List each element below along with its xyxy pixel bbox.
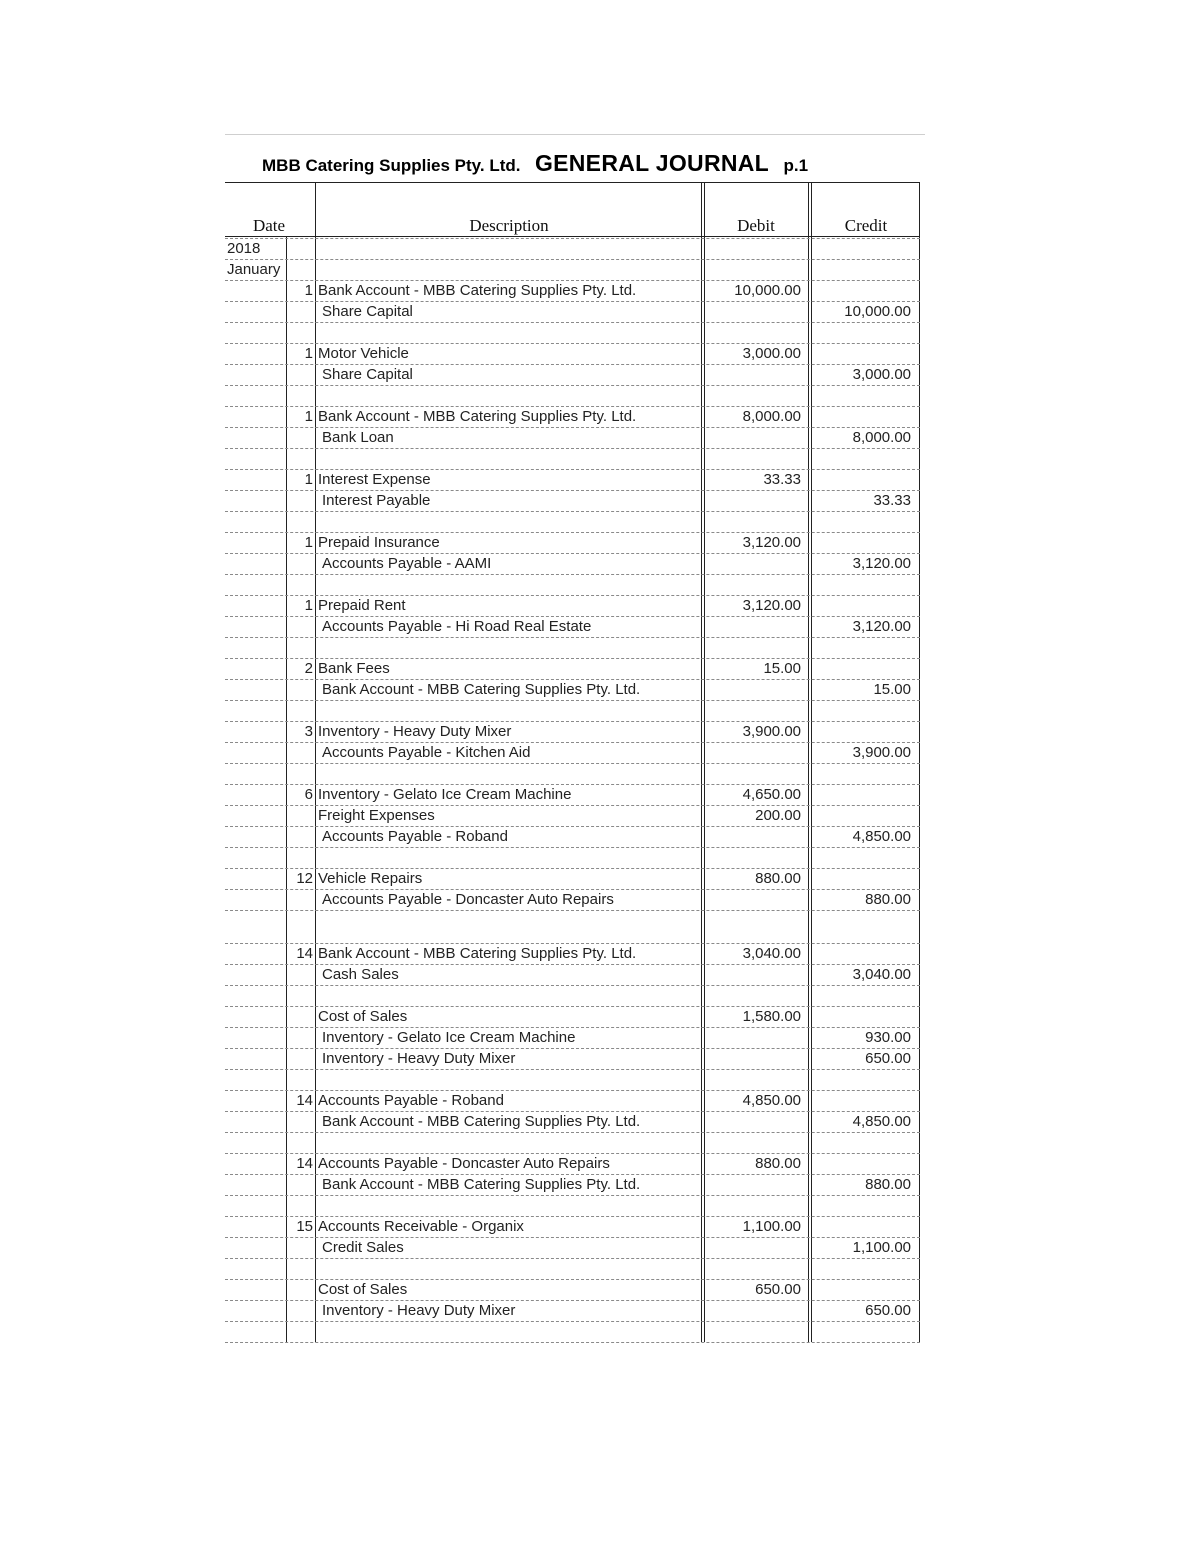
credit-amount: 8,000.00: [852, 429, 911, 446]
debit-account: Bank Account - MBB Catering Supplies Pty. Ltd.: [318, 408, 637, 425]
general-journal-table: [225, 182, 920, 1342]
year-label: 2018: [227, 240, 261, 257]
top-divider: [225, 134, 925, 135]
debit-amount: 10,000.00: [734, 282, 801, 299]
credit-amount: 880.00: [865, 1176, 911, 1193]
row-ruling: [225, 1195, 920, 1196]
credit-amount: 4,850.00: [852, 1113, 911, 1130]
credit-account: Credit Sales: [322, 1239, 404, 1256]
debit-account: Prepaid Insurance: [318, 534, 440, 551]
row-ruling: [225, 1342, 920, 1343]
debit-amount: 3,000.00: [742, 345, 801, 362]
row-ruling: [225, 637, 920, 638]
row-ruling: [225, 259, 920, 260]
entry-day: 1: [304, 408, 313, 425]
row-ruling: [225, 985, 920, 986]
debit-amount: 200.00: [755, 807, 801, 824]
row-ruling: [225, 910, 920, 911]
credit-amount: 33.33: [873, 492, 911, 509]
debit-account: Prepaid Rent: [318, 597, 406, 614]
entry-day: 3: [304, 723, 313, 740]
debit-account: Inventory - Gelato Ice Cream Machine: [318, 786, 572, 803]
credit-account: Bank Account - MBB Catering Supplies Pty. Ltd.: [322, 681, 641, 698]
debit-amount: 4,850.00: [742, 1092, 801, 1109]
debit-amount: 4,650.00: [742, 786, 801, 803]
debit-amount: 3,040.00: [742, 945, 801, 962]
credit-amount: 15.00: [873, 681, 911, 698]
debit-account: Freight Expenses: [318, 807, 435, 824]
credit-account: Bank Account - MBB Catering Supplies Pty. Ltd.: [322, 1176, 641, 1193]
debit-account: Motor Vehicle: [318, 345, 409, 362]
day-description-divider: [315, 182, 316, 1342]
credit-account: Bank Account - MBB Catering Supplies Pty. Ltd.: [322, 1113, 641, 1130]
credit-amount: 3,900.00: [852, 744, 911, 761]
entry-day: 15: [296, 1218, 313, 1235]
debit-column-header: Debit: [737, 216, 775, 235]
row-ruling: [225, 448, 920, 449]
credit-amount: 3,040.00: [852, 966, 911, 983]
table-right-border: [919, 182, 920, 1342]
entry-day: 1: [304, 471, 313, 488]
credit-account: Accounts Payable - AAMI: [322, 555, 492, 572]
row-ruling: [225, 700, 920, 701]
row-ruling: [225, 1132, 920, 1133]
credit-amount: 1,100.00: [852, 1239, 911, 1256]
debit-amount: 3,120.00: [742, 597, 801, 614]
credit-amount: 930.00: [865, 1029, 911, 1046]
row-ruling: [225, 511, 920, 512]
credit-amount: 4,850.00: [852, 828, 911, 845]
entry-day: 6: [304, 786, 313, 803]
credit-account: Accounts Payable - Roband: [322, 828, 508, 845]
credit-account: Bank Loan: [322, 429, 394, 446]
credit-account: Inventory - Heavy Duty Mixer: [322, 1302, 516, 1319]
credit-account: Share Capital: [322, 366, 413, 383]
credit-amount: 650.00: [865, 1302, 911, 1319]
page-number: p.1: [783, 156, 809, 175]
debit-amount: 3,900.00: [742, 723, 801, 740]
credit-account: Inventory - Gelato Ice Cream Machine: [322, 1029, 576, 1046]
company-name: MBB Catering Supplies Pty. Ltd.: [262, 156, 521, 175]
credit-account: Interest Payable: [322, 492, 431, 509]
month-label: January: [227, 261, 281, 278]
row-ruling: [225, 238, 920, 239]
debit-account: Cost of Sales: [318, 1008, 408, 1025]
debit-account: Bank Account - MBB Catering Supplies Pty. Ltd.: [318, 945, 637, 962]
debit-amount: 1,100.00: [742, 1218, 801, 1235]
entry-day: 14: [296, 1092, 313, 1109]
debit-amount: 33.33: [763, 471, 801, 488]
credit-amount: 880.00: [865, 891, 911, 908]
journal-title-bar: [262, 150, 922, 184]
credit-column-header: Credit: [844, 216, 888, 235]
credit-amount: 3,000.00: [852, 366, 911, 383]
debit-account: Accounts Payable - Doncaster Auto Repairs: [318, 1155, 610, 1172]
credit-account: Cash Sales: [322, 966, 399, 983]
credit-account: Inventory - Heavy Duty Mixer: [322, 1050, 516, 1067]
debit-account: Accounts Payable - Roband: [318, 1092, 504, 1109]
row-ruling: [225, 385, 920, 386]
entry-day: 12: [296, 870, 313, 887]
debit-account: Cost of Sales: [318, 1281, 408, 1298]
debit-account: Inventory - Heavy Duty Mixer: [318, 723, 512, 740]
description-debit-divider: [701, 182, 702, 1342]
debit-account: Vehicle Repairs: [318, 870, 423, 887]
entry-day: 1: [304, 597, 313, 614]
description-column-header: Description: [469, 216, 549, 235]
row-ruling: [225, 763, 920, 764]
credit-account: Accounts Payable - Doncaster Auto Repairs: [322, 891, 614, 908]
entry-day: 1: [304, 534, 313, 551]
debit-amount: 880.00: [755, 1155, 801, 1172]
row-ruling: [225, 574, 920, 575]
debit-account: Interest Expense: [318, 471, 431, 488]
row-ruling: [225, 847, 920, 848]
credit-account: Accounts Payable - Kitchen Aid: [322, 744, 531, 761]
entry-day: 1: [304, 345, 313, 362]
debit-account: Bank Account - MBB Catering Supplies Pty. Ltd.: [318, 282, 637, 299]
entry-day: 2: [304, 660, 313, 677]
row-ruling: [225, 1321, 920, 1322]
row-ruling: [225, 1069, 920, 1070]
debit-account: Bank Fees: [318, 660, 390, 677]
debit-amount: 1,580.00: [742, 1008, 801, 1025]
entry-day: 14: [296, 1155, 313, 1172]
debit-account: Accounts Receivable - Organix: [318, 1218, 524, 1235]
debit-credit-divider: [808, 182, 809, 1342]
table-top-border: [225, 182, 920, 183]
journal-title: GENERAL JOURNAL: [534, 150, 770, 176]
credit-amount: 3,120.00: [852, 555, 911, 572]
debit-amount: 880.00: [755, 870, 801, 887]
debit-amount: 650.00: [755, 1281, 801, 1298]
date-column-header: Date: [252, 216, 286, 235]
credit-amount: 10,000.00: [844, 303, 911, 320]
debit-amount: 3,120.00: [742, 534, 801, 551]
credit-account: Share Capital: [322, 303, 413, 320]
debit-amount: 8,000.00: [742, 408, 801, 425]
row-ruling: [225, 1258, 920, 1259]
debit-amount: 15.00: [763, 660, 801, 677]
entry-day: 14: [296, 945, 313, 962]
entry-day: 1: [304, 282, 313, 299]
credit-amount: 3,120.00: [852, 618, 911, 635]
header-bottom-border: [225, 236, 920, 237]
credit-amount: 650.00: [865, 1050, 911, 1067]
row-ruling: [225, 322, 920, 323]
credit-account: Accounts Payable - Hi Road Real Estate: [322, 618, 592, 635]
